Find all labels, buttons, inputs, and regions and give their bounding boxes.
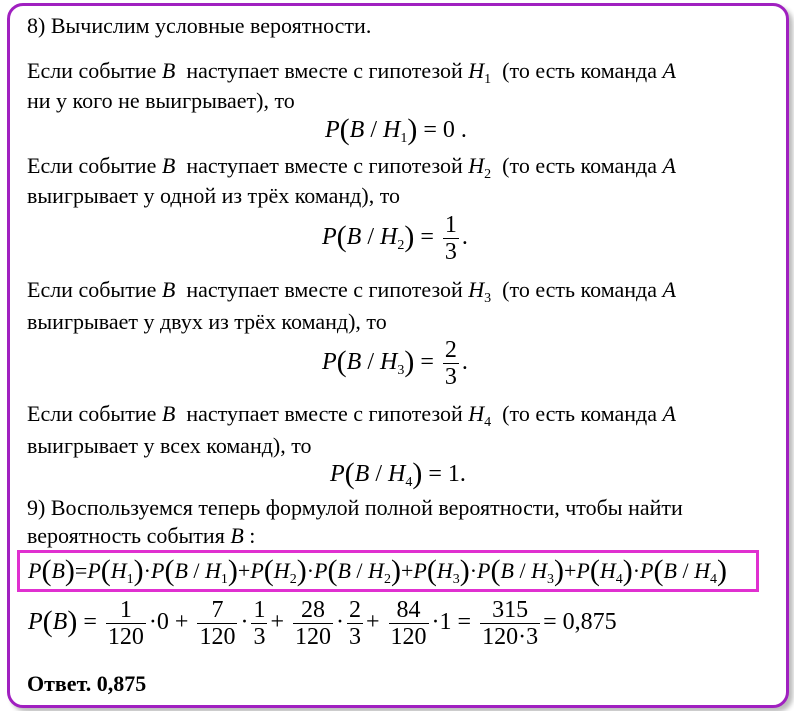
step8-title: 8) Вычислим условные вероятности. (27, 13, 372, 38)
case4-formula: $P(B / H_4) = 1$. (330, 457, 466, 490)
case2-line1: Если событие B наступает вместе с гипотезой $H_2$ (то есть команда A (27, 153, 676, 182)
case1-line1: Если событие B наступает вместе с гипотезой $H_1$ (то есть команда A (27, 58, 676, 87)
case4-line2: выигрывает у всех команд), то (27, 433, 312, 458)
step9-line1: 9) Воспользуемся теперь формулой полной вероятности, чтобы найти (27, 495, 683, 520)
case1-line2: ни у кого не выигрывает), то (27, 88, 295, 113)
case2-line2: выигрывает у одной из трёх команд), то (27, 183, 401, 208)
answer: Ответ. 0,875 (27, 671, 147, 696)
total-probability-formula: $P(B)=P(H_1)\cdot P(B / H_1)+P(H_2)\cdot P(B / H_2)+P(H_3)\cdot P(B / H_3)+P(H_4)\cdot P(B / H_4)$ (28, 554, 727, 587)
case3-formula: $P(B / H_3)$ = $\frac{2}{3}$ . (322, 337, 468, 390)
case3-line2: выигрывает у двух из трёх команд), то (27, 309, 387, 334)
case2-formula: $P(B / H_2)$ = $\frac{1}{3}$ . (322, 212, 468, 265)
case3-line1: Если событие B наступает вместе с гипотезой $H_3$ (то есть команда A (27, 277, 676, 306)
calculation-formula: P(B) = $\frac{1}{120}$ ·0 + $\frac{7}{120}$ · $\frac{1}{3}$ + $\frac{28}{120}$ · $\frac{2}{3}$ + $\frac{84}{120}$ ·1 = $\frac{315}{120\cdot 3}$ = 0,875 (28, 597, 617, 650)
case1-formula: $P(B / H_1) = 0$ . (325, 113, 467, 146)
step9-line2: вероятность события B : (27, 523, 256, 548)
case4-line1: Если событие B наступает вместе с гипотезой $H_4$ (то есть команда A (27, 401, 676, 430)
